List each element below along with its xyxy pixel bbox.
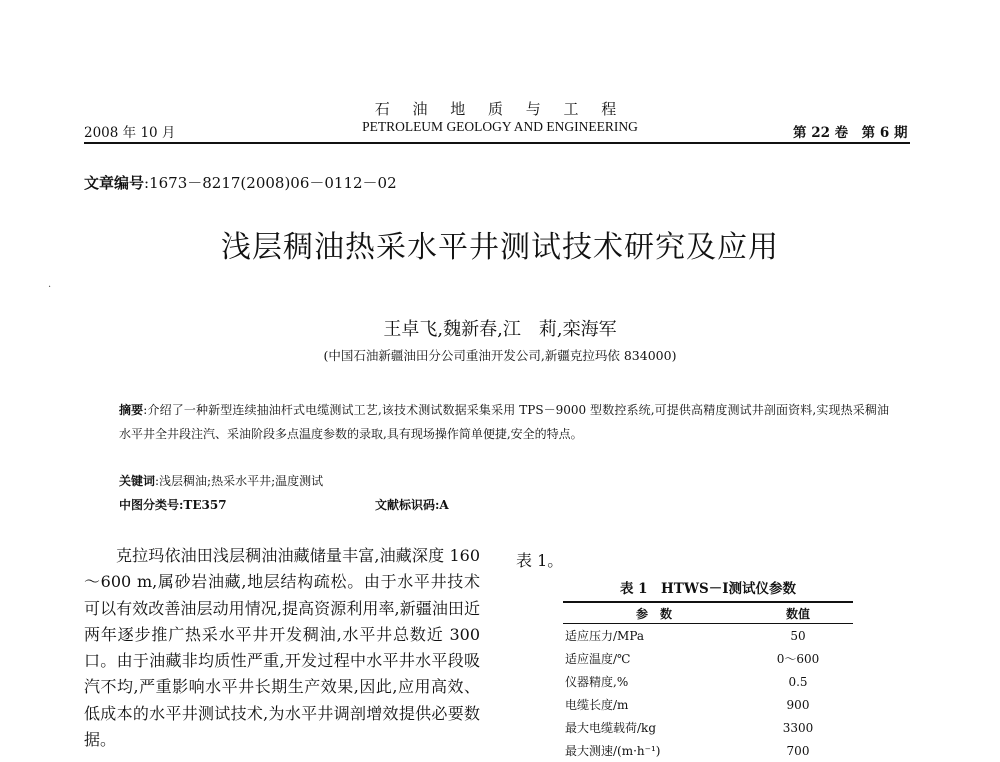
table-header-row [563,602,853,624]
table-row [563,647,853,670]
table-cell-param: 电缆长度/m [565,698,629,712]
paper-title: 浅层稠油热采水平井测试技术研究及应用 [221,230,779,265]
table-row [563,693,853,716]
table-row [563,739,853,762]
margin-mark: · [48,282,52,293]
table-cell-param: 适应温度/℃ [565,652,631,666]
article-number [84,172,397,193]
parameter-table [563,601,853,762]
issue-date: 2008 年 10 月 [84,125,176,141]
table-cell-param: 最大电缆载荷/kg [565,721,656,735]
table-cell-value: 3300 [782,720,814,735]
table-cell-value: 900 [786,697,810,712]
keywords [119,472,323,489]
table-row [563,624,853,648]
table-header-value: 数值 [743,602,853,624]
abstract [119,398,889,446]
journal-title-en: PETROLEUM GEOLOGY AND ENGINEERING [362,119,638,134]
keywords-text: :浅层稠油;热采水平井;温度测试 [155,474,324,488]
affiliation: (中国石油新疆油田分公司重油开发公司,新疆克拉玛依 834000) [323,348,677,363]
volume-issue: 第 22 卷 第 6 期 [793,125,908,141]
table-cell-value: 700 [786,743,810,758]
journal-title-cn: 石 油 地 质 与 工 程 [374,100,626,118]
header-rule [84,142,910,144]
table-caption: 表 1 HTWS－Ⅰ测试仪参数 [619,581,797,597]
table-cell-value: 50 [790,628,806,643]
abstract-text: :介绍了一种新型连续抽油杆式电缆测试工艺,该技术测试数据采集采用 TPS－9000 型数控系统,可提供高精度测试井剖面资料,实现热采稠油水平井全井段注汽、采油阶段多点温度参数的录取,具有现场操作简单便捷,安全的特点。 [119,403,889,441]
table-reference: 表 1。 [516,551,564,570]
body-paragraph: 克拉玛依油田浅层稠油油藏储量丰富,油藏深度 160～600 m,属砂岩油藏,地层结构疏松。由于水平井技术可以有效改善油层动用情况,提高资源利用率,新疆油田近两年逐步推广热采水平井开发稠油,水平井总数近 300 口。由于油藏非均质性严重,开发过程中水平井水平段吸汽不均,严重影响水平井长期生产效果,因此,应用高效、低成本的水平井测试技术,为水平井调剖增效提供必要数据。 [84,546,480,750]
table-header-param: 参 数 [563,602,743,624]
authors: 王卓飞,魏新春,江 莉,栾海军 [383,319,617,340]
abstract-label: 摘要 [119,403,144,417]
table-cell-param: 仪器精度,% [565,675,629,689]
document-code: 文献标识码:A [375,498,449,512]
table-cell-value: 0.5 [788,674,808,689]
article-number-label: 文章编号 [84,174,145,192]
article-number-value: :1673－8217(2008)06－0112－02 [144,174,397,192]
table-cell-param: 适应压力/MPa [565,629,645,643]
table-cell-param: 最大测速/(m·h⁻¹) [565,744,661,758]
keywords-label: 关键词 [119,474,156,488]
table-cell-value: 0～600 [776,652,820,666]
table-row [563,716,853,739]
table-row [563,670,853,693]
classification-number: 中图分类号:TE357 [119,498,227,512]
